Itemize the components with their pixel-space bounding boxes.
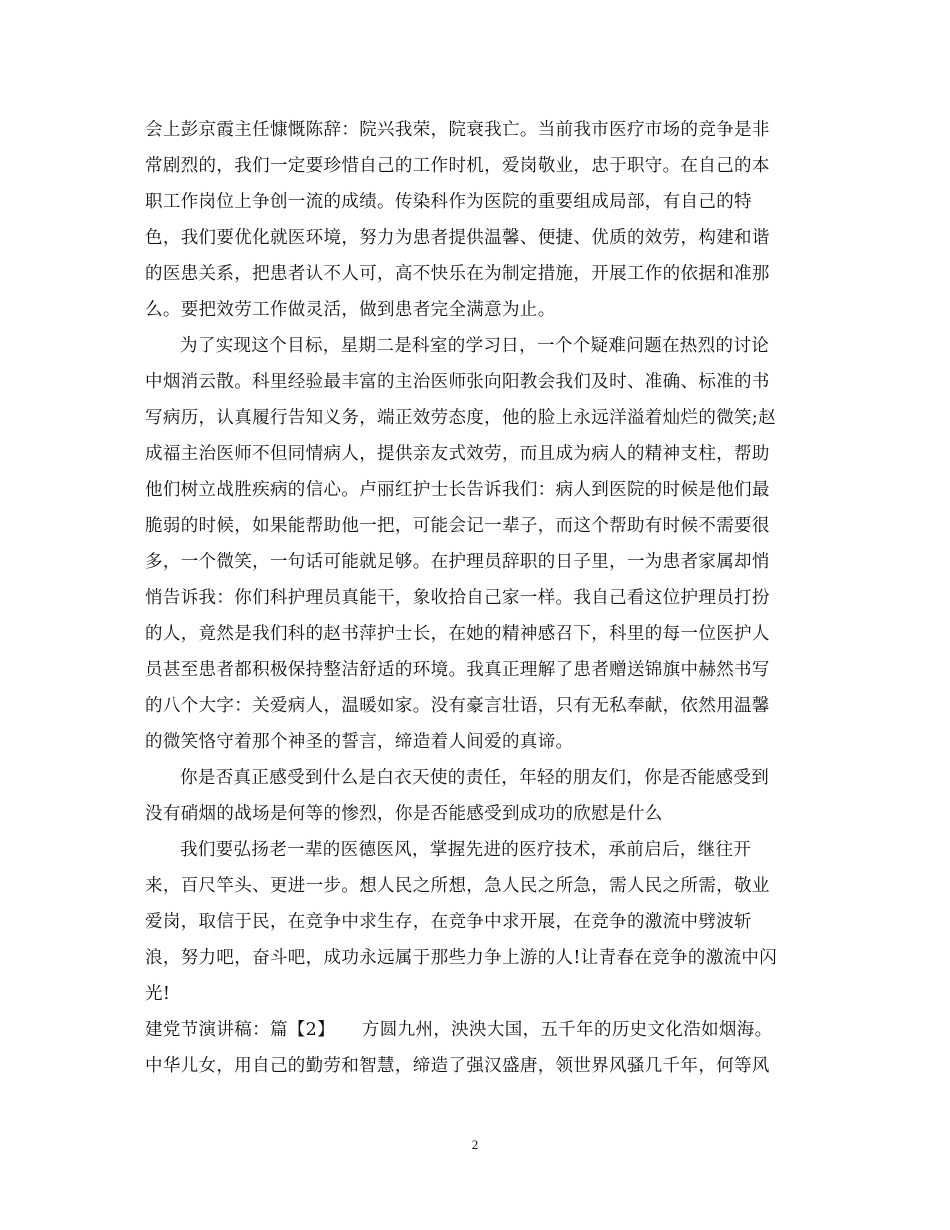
text-line: 来，百尺竿头、更进一步。想人民之所想，急人民之所急，需人民之所需，敬业 [145, 876, 770, 896]
text-line: 没有硝烟的战场是何等的惨烈，你是否能感受到成功的欣慰是什么 [145, 804, 663, 824]
text-line: 的人，竟然是我们科的赵书萍护士长，在她的精神感召下，科里的每一位医护人 [145, 624, 770, 644]
text-line: 他们树立战胜疾病的信心。卢丽红护士长告诉我们：病人到医院的时候是他们最 [145, 480, 770, 500]
text-line: 常剧烈的，我们一定要珍惜自己的工作时机，爱岗敬业，忠于职守。在自己的本 [145, 156, 770, 176]
text-line: 的八个大字：关爱病人，温暖如家。没有豪言壮语，只有无私奉献，依然用温馨 [145, 696, 770, 716]
text-line: 中华儿女，用自己的勤劳和智慧，缔造了强汉盛唐，领世界风骚几千年，何等风 [145, 1056, 770, 1076]
text-line: 浪，努力吧，奋斗吧，成功永远属于那些力争上游的人!让青春在竞争的激流中闪 [145, 948, 778, 968]
text-line: 的微笑恪守着那个神圣的誓言，缔造着人间爱的真谛。 [145, 732, 574, 752]
text-line: 爱岗，取信于民，在竞争中求生存，在竞争中求开展，在竞争的激流中劈波斩 [145, 912, 752, 932]
page-number: 2 [471, 1137, 479, 1152]
text-line: 么。要把效劳工作做灵活，做到患者完全满意为止。 [145, 300, 556, 320]
text-line: 多，一个微笑，一句话可能就足够。在护理员辞职的日子里，一为患者家属却悄 [145, 552, 770, 572]
text-line: 成福主治医师不但同情病人，提供亲友式效劳，而且成为病人的精神支柱，帮助 [145, 444, 770, 464]
text-line: 会上彭京霞主任慷慨陈辞：院兴我荣，院衰我亡。当前我市医疗市场的竞争是非 [145, 120, 770, 140]
text-line: 光! [145, 984, 171, 1004]
section-heading-line: 建党节演讲稿：篇【2】 方圆九州，泱泱大国，五千年的历史文化浩如烟海。 [145, 1020, 773, 1040]
paragraph-first-line: 我们要弘扬老一辈的医德医风，掌握先进的医疗技术，承前启后，继往开 [180, 840, 752, 860]
text-line: 脆弱的时候，如果能帮助他一把，可能会记一辈子，而这个帮助有时候不需要很 [145, 516, 770, 536]
text-line: 职工作岗位上争创一流的成绩。传染科作为医院的重要组成局部，有自己的特 [145, 192, 752, 212]
text-line: 中烟消云散。科里经验最丰富的主治医师张向阳教会我们及时、准确、标准的书 [145, 372, 770, 392]
text-line: 写病历，认真履行告知义务，端正效劳态度，他的脸上永远洋溢着灿烂的微笑;赵 [145, 408, 776, 428]
text-line: 的医患关系，把患者认不人可，高不快乐在为制定措施，开展工作的依据和准那 [145, 264, 770, 284]
text-line: 悄告诉我：你们科护理员真能干，象收拾自己家一样。我自己看这位护理员打扮 [145, 588, 770, 608]
paragraph-first-line: 你是否真正感受到什么是白衣天使的责任，年轻的朋友们，你是否能感受到 [180, 768, 770, 788]
paragraph-first-line: 为了实现这个目标，星期二是科室的学习日，一个个疑难问题在热烈的讨论 [180, 336, 770, 356]
text-line: 色，我们要优化就医环境，努力为患者提供温馨、便捷、优质的效劳，构建和谐 [145, 228, 770, 248]
text-line: 员甚至患者都积极保持整洁舒适的环境。我真正理解了患者赠送锦旗中赫然书写 [145, 660, 770, 680]
